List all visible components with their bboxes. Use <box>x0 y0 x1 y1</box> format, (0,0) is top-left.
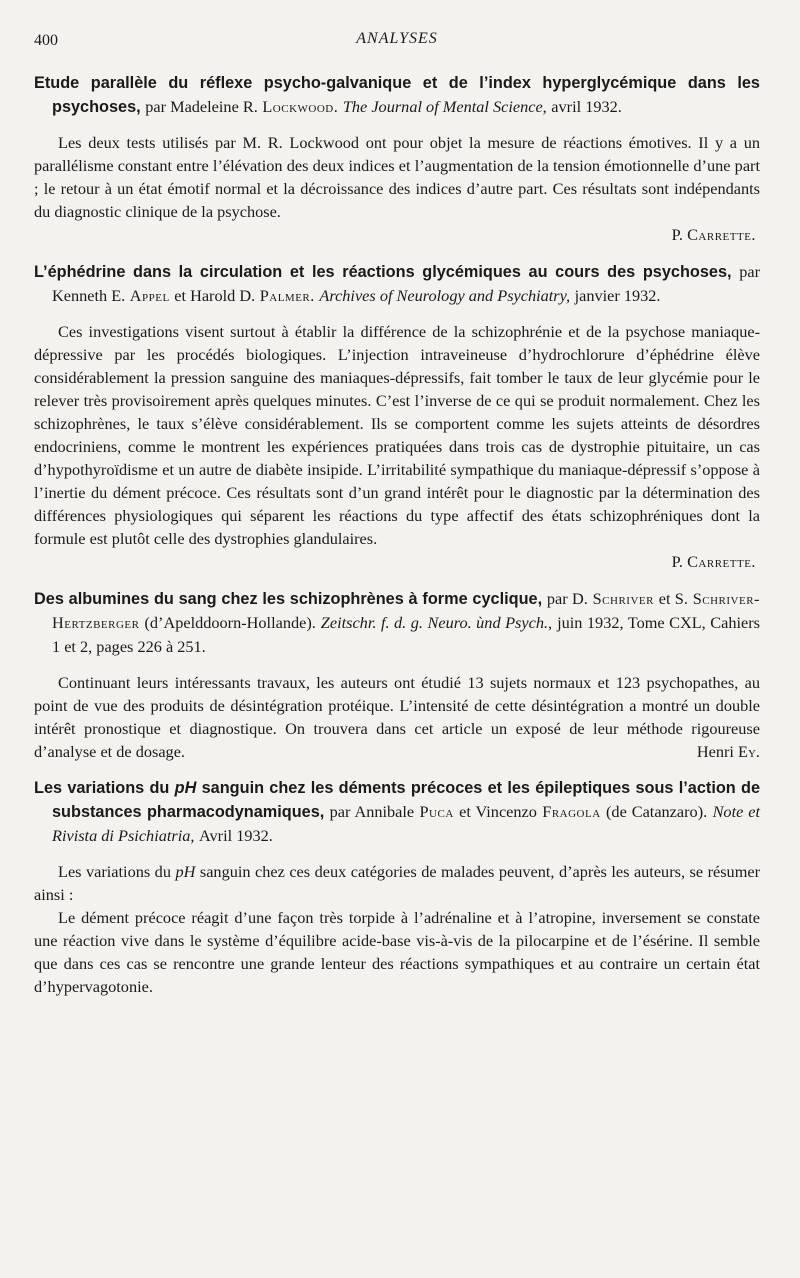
journal-title: ANALYSES <box>356 30 438 47</box>
article-body <box>34 860 760 906</box>
article-source: The Journal of Mental Science, <box>342 97 547 116</box>
signature-name: Ey. <box>738 742 760 761</box>
article-by: et Vincenzo <box>459 802 537 821</box>
article-source: Zeitschr. f. d. g. Neuro. ùnd Psych., <box>320 613 553 632</box>
article-body <box>34 671 760 763</box>
running-head <box>34 28 760 56</box>
article-source: Archives of Neurology and Psychiatry, <box>319 286 571 305</box>
article-body-a: Les variations du <box>58 862 171 881</box>
signature-initial: P. <box>671 225 683 244</box>
article-by: et S. <box>658 589 688 608</box>
signature-initial: Henri <box>696 742 734 761</box>
article-body-2: Le dément précoce réagit d’une façon très torpide à l’adrénaline et à l’atropine, inversement se constate une réaction vive dans le système d’équilibre acide-base vis-à-vis de la pilocarpine et de l’ésérine. Il semble que dans ces cas se rencontre une grande lenteur des réactions sympathiques et au contraire un certain état d’hypervagotonie. <box>34 908 760 996</box>
article-author: Lockwood. <box>262 97 339 116</box>
article-title-b: sanguin chez les déments précoces et les épileptiques sous l’action de substances pharmacodynamiques, <box>52 779 760 821</box>
article-body-ph: pH <box>175 862 196 881</box>
article-signature <box>34 223 760 246</box>
article-place: (d’Apelddoorn-Hollande). <box>144 613 316 632</box>
article-heading <box>34 777 760 848</box>
article-date: juin 1932, Tome CXL, Cahiers 1 et 2, pages 226 à 251. <box>52 613 760 656</box>
article-title-ph: pH <box>174 779 197 797</box>
article-schriver <box>34 587 760 763</box>
page-number: 400 <box>34 32 58 49</box>
signature-initial: P. <box>671 552 683 571</box>
article-body: Les deux tests utilisés par M. R. Lockwood ont pour objet la mesure de réactions émotives. Il y a un parallélisme constant entre l’élévation des deux indices et l’augmentation de la tension émotionnelle d’une part ; le retour à un état émotif normal et la décroissance des indices d’autre part. Ces résultats sont indépendants du diagnostic clinique de la psychose. <box>34 133 760 221</box>
article-source: Note et Rivista di Psichiatria, <box>52 802 760 845</box>
article-date: Avril 1932. <box>198 826 273 845</box>
article-author: Schriver-Hertzberger <box>52 589 760 632</box>
article-by: par Kenneth E. <box>52 262 760 305</box>
article-signature <box>673 740 760 763</box>
article-date: avril 1932. <box>551 97 622 116</box>
article-by: par Annibale <box>329 802 415 821</box>
signature-name: Carrette. <box>687 552 756 571</box>
article-date: janvier 1932. <box>574 286 661 305</box>
article-body-b: sanguin chez ces deux catégories de malades peuvent, d’après les auteurs, se résumer ainsi : <box>34 862 760 904</box>
article-by: et Harold D. <box>174 286 256 305</box>
signature-name: Carrette. <box>687 225 756 244</box>
article-title-a: Les variations du <box>34 779 170 797</box>
article-body: Ces investigations visent surtout à établir la différence de la schizophrénie et de la psychose maniaque-dépressive par les procédés biologiques. L’injection intraveineuse d’hydrochlorure d’éphédrine élève considérablement la pression sanguine des maniaques-dépressifs, fait tomber le taux de leur glycémie pour le relever très provisoirement après quelques minutes. C’est l’inverse de ce qui se produit normalement. Chez les schizophrènes, le taux s’élève considérablement. Ils se comportent comme les sujets atteints de désordres endocriniens, comme le montrent les expériences pratiquées dans trois cas de dystrophie pituitaire, un cas d’hypothyroïdisme et un autre de diabète insipide. L’irritabilité sympathique du maniaque-dépressif s’oppose à l’inertie du dément précoce. Ces résultats sont d’un grand intérêt pour le diagnostic par la détermination des différences physiologiques qui séparent les réactions du type affectif des états schizophréniques dont la formule est plutôt celle des dystrophies glandulaires. <box>34 322 760 548</box>
article-heading <box>34 72 760 119</box>
article-title: Etude parallèle du réflexe psycho-galvanique et de l’index hyperglycémique dans les psychoses, <box>34 74 760 116</box>
article-author: Palmer. <box>259 286 315 305</box>
article-author: Appel <box>129 286 170 305</box>
article-author: Schriver <box>592 589 654 608</box>
article-heading <box>34 587 760 659</box>
article-signature <box>34 550 760 573</box>
article-by: par D. <box>546 589 588 608</box>
article-puca-fragola <box>34 777 760 998</box>
article-heading <box>34 260 760 308</box>
article-author: Fragola <box>542 802 601 821</box>
article-body-text: Continuant leurs intéressants travaux, les auteurs ont étudié 13 sujets normaux et 123 psychopathes, au point de vue des produits de désintégration protéique. L’intensité de cette désintégration a montré un double intérêt pronostique et diagnostique. On trouvera dans cet article un exposé de leur méthode rigoureuse d’analyse et de dosage. <box>34 673 760 761</box>
article-lockwood <box>34 72 760 246</box>
article-author: Puca <box>419 802 454 821</box>
article-place: (de Catanzaro). <box>606 802 708 821</box>
article-by: par Madeleine R. <box>145 97 258 116</box>
article-appel-palmer <box>34 260 760 573</box>
article-title: L’éphédrine dans la circulation et les réactions glycémiques au cours des psychoses, <box>34 263 732 281</box>
article-title: Des albumines du sang chez les schizophrènes à forme cyclique, <box>34 590 543 608</box>
